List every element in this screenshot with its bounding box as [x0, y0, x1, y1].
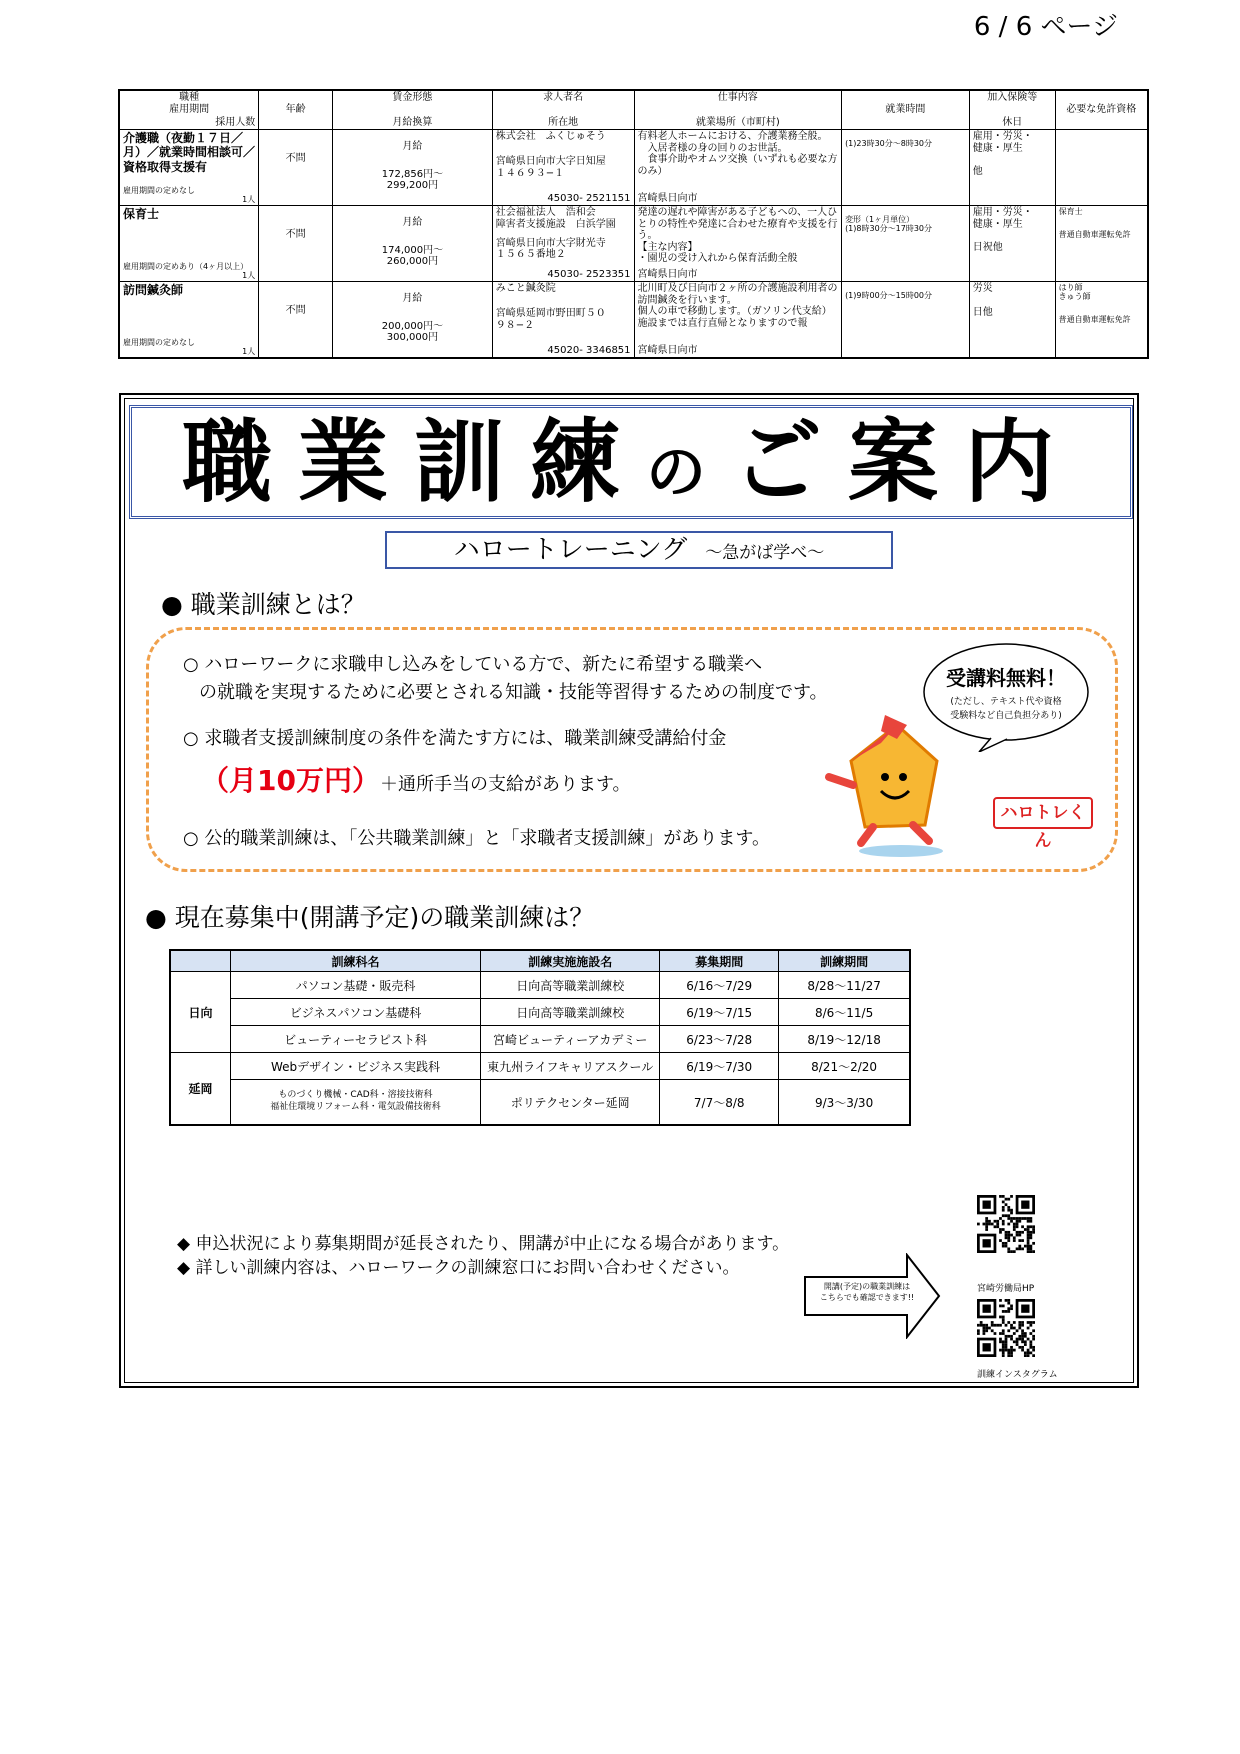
qr-code-instagram[interactable]	[977, 1299, 1035, 1357]
job-listing-table	[118, 89, 1149, 359]
job-phone: 45020- 3346851	[547, 344, 631, 356]
bubble-main-text: 受講料無料！	[946, 666, 1066, 690]
job-period: 雇用期間の定めなし	[123, 337, 195, 347]
job-wage: 200,000円～ 300,000円	[381, 320, 444, 343]
job-employer-cell	[492, 206, 634, 282]
course-facility: 東九州ライフキャリアスクール	[481, 1053, 660, 1080]
job-holiday: 日他	[972, 306, 993, 318]
table-header-row	[119, 90, 1148, 130]
course-header-facility: 訓練実施施設名	[481, 950, 660, 972]
header-job-type: 職種 雇用期間 採用人数	[119, 90, 259, 130]
section-current-courses: ● 現在募集中(開講予定)の職業訓練は？	[145, 903, 595, 932]
course-area-nobeoka: 延岡	[170, 1053, 230, 1126]
header-insurance: 加入保険等 休日	[969, 90, 1055, 130]
job-employer-cell	[492, 282, 634, 359]
job-content-cell	[634, 206, 842, 282]
job-company: 社会福祉法人 浩和会 障害者支援施設 白浜学園	[495, 207, 616, 230]
job-address: 宮崎県日向市大字日知屋 １４６９３−１	[495, 156, 606, 179]
course-header-area	[170, 950, 230, 972]
course-name: ビューティーセラピスト科	[230, 1026, 480, 1053]
job-title: 保育士	[123, 207, 160, 221]
course-name: Webデザイン・ビジネス実践科	[230, 1053, 480, 1080]
job-address: 宮崎県日向市大字財光寺 １５６５番地２	[495, 237, 606, 261]
course-header-period: 訓練期間	[779, 950, 910, 972]
job-insurance-cell	[969, 206, 1055, 282]
course-name: ものづくり機械・CAD科・溶接技術科 福祉住環境リフォーム科・電気設備技術科	[230, 1080, 480, 1126]
bubble-sub-text-1: (ただし、テキスト代や資格	[950, 697, 1062, 707]
qr-label-labour-bureau: 宮崎労働局HP	[977, 1284, 1035, 1294]
job-insurance: 雇用・労災・ 健康・厚生	[972, 207, 1033, 230]
job-title: 訪問鍼灸師	[123, 283, 184, 297]
job-license: はり師 きゅう師	[1058, 283, 1091, 302]
job-title-cell	[119, 206, 259, 282]
job-wage-cell	[333, 206, 493, 282]
course-row	[170, 972, 910, 999]
job-hours: 変形（1ヶ月単位） (1)8時30分～17時30分	[842, 206, 970, 282]
course-training-period: 8/21～2/20	[779, 1053, 910, 1080]
job-location: 宮崎県日向市	[637, 192, 698, 204]
course-facility: 宮崎ビューティーアカデミー	[481, 1026, 660, 1053]
course-row	[170, 1080, 910, 1126]
job-phone: 45030- 2521151	[547, 192, 631, 204]
page-number: 6 / 6 ページ	[973, 12, 1118, 42]
job-count: 1人	[242, 194, 256, 204]
job-count: 1人	[242, 346, 256, 356]
job-employer-cell	[492, 130, 634, 206]
course-facility: ポリテクセンター延岡	[481, 1080, 660, 1126]
course-training-period: 9/3～3/30	[779, 1080, 910, 1126]
flyer-title-banner	[129, 405, 1133, 519]
explanation-item-2: ○ 求職者支援訓練制度の条件を満たす方には、職業訓練受講給付金 （月10万円）＋通所手当の支給があります。	[183, 728, 727, 797]
job-title-cell	[119, 282, 259, 359]
course-recruit-period: 7/7～8/8	[660, 1080, 779, 1126]
job-insurance: 雇用・労災・ 健康・厚生	[972, 131, 1033, 154]
course-name: パソコン基礎・販売科	[230, 972, 480, 999]
mascot-illustration	[789, 703, 989, 863]
job-insurance-cell	[969, 282, 1055, 359]
course-facility: 日向高等職業訓練校	[481, 999, 660, 1026]
job-location: 宮崎県日向市	[637, 268, 698, 280]
course-table	[169, 949, 911, 1126]
job-content: 北川町及び日向市２ヶ所の介護施設利用者の訪問鍼灸を行います。 個人の車で移動します。（ガソリン代支給） 施設までは直行直帰となりますので報	[637, 283, 838, 329]
course-training-period: 8/6～11/5	[779, 999, 910, 1026]
job-row	[119, 206, 1148, 282]
note-inquiry: ◆ 詳しい訓練内容は、ハローワークの訓練窓口にお問い合わせください。	[177, 1258, 740, 1278]
job-age: 不問	[259, 206, 333, 282]
job-license-2	[1059, 131, 1144, 145]
course-header-recruit: 募集期間	[660, 950, 779, 972]
job-title: 介護職（夜勤１７日／月）／就業時間相談可／資格取得支援有	[123, 131, 256, 174]
training-flyer	[119, 393, 1139, 1388]
course-header-name: 訓練科名	[230, 950, 480, 972]
course-facility: 日向高等職業訓練校	[481, 972, 660, 999]
job-location: 宮崎県日向市	[637, 344, 698, 356]
job-holiday: 他	[972, 166, 983, 177]
explanation-item-3: ○ 公的職業訓練は、「公共職業訓練」と「求職者支援訓練」があります。	[183, 828, 770, 849]
job-company: 株式会社 ふくじゅそう	[495, 131, 606, 142]
course-recruit-period: 6/23～7/28	[660, 1026, 779, 1053]
job-age: 不問	[259, 130, 333, 206]
job-age: 不問	[259, 282, 333, 359]
job-wage-type: 月給	[402, 217, 423, 228]
job-period: 雇用期間の定めなし	[123, 185, 195, 195]
course-row	[170, 1053, 910, 1080]
header-hours: 就業時間	[842, 90, 970, 130]
qr-code-labour-bureau[interactable]	[977, 1195, 1035, 1253]
course-header-row	[170, 950, 910, 972]
course-row	[170, 1026, 910, 1053]
hello-training-subtitle	[385, 531, 893, 569]
hello-training-kun-logo: ハロトレくん	[993, 797, 1093, 829]
job-row	[119, 282, 1148, 359]
job-wage-cell	[333, 130, 493, 206]
course-training-period: 8/19～12/18	[779, 1026, 910, 1053]
header-job-content: 仕事内容 就業場所（市町村)	[634, 90, 842, 130]
job-license-cell	[1055, 206, 1148, 282]
course-name: ビジネスパソコン基礎科	[230, 999, 480, 1026]
bubble-sub-text-2: 受験料など自己負担分あり)	[950, 711, 1062, 721]
subtitle-text: ハロートレーニング	[453, 535, 688, 565]
job-content: 有料老人ホームにおける、介護業務全般。 入居者様の身の回りのお世話。 食事介助やオムツ交換（いずれも必要な方のみ）	[637, 131, 838, 177]
job-period: 雇用期間の定めあり（4ヶ月以上）	[123, 261, 249, 271]
job-content-cell	[634, 282, 842, 359]
job-hours: (1)23時30分～8時30分	[842, 130, 970, 206]
subtitle-tagline: ～急がば学べ～	[705, 543, 825, 563]
job-wage-type: 月給	[402, 293, 423, 304]
job-wage: 172,856円～ 299,200円	[381, 168, 444, 191]
job-content-cell	[634, 130, 842, 206]
job-license: 保育士	[1058, 207, 1083, 216]
arrow-callout-text: 開講(予定)の職業訓練は こちらでも確認できます!!	[819, 1282, 915, 1303]
course-recruit-period: 6/19～7/30	[660, 1053, 779, 1080]
job-license-cell	[1055, 130, 1148, 206]
job-wage: 174,000円～ 260,000円	[381, 244, 444, 267]
job-address: 宮崎県延岡市野田町５０ ９８−２	[495, 308, 606, 331]
allowance-amount: （月10万円）	[201, 763, 380, 797]
course-area-hyuga: 日向	[170, 972, 230, 1053]
job-insurance-cell	[969, 130, 1055, 206]
job-count: 1人	[242, 270, 256, 280]
header-employer: 求人者名 所在地	[492, 90, 634, 130]
note-extension: ◆ 申込状況により募集期間が延長されたり、開講が中止になる場合があります。	[177, 1234, 790, 1254]
flyer-title: 職業訓練のご案内	[182, 410, 1080, 515]
course-training-period: 8/28～11/27	[779, 972, 910, 999]
course-row	[170, 999, 910, 1026]
header-age: 年齢	[259, 90, 333, 130]
job-phone: 45030- 2523351	[547, 268, 631, 280]
qr-label-instagram: 訓練インスタグラム	[977, 1370, 1058, 1380]
job-insurance: 労災	[972, 283, 993, 294]
job-license-2: 普通自動車運転免許	[1058, 230, 1131, 240]
header-license: 必要な免許資格	[1055, 90, 1148, 130]
job-wage-cell	[333, 282, 493, 359]
job-company: みこと鍼灸院	[495, 283, 556, 294]
explanation-item-1: ○ ハローワークに求職申し込みをしている方で、新たに希望する職業へ の就職を実現するために必要とされる知識・技能等習得するための制度です。	[183, 654, 828, 703]
course-recruit-period: 6/19～7/15	[660, 999, 779, 1026]
job-wage-type: 月給	[402, 141, 423, 152]
job-hours: (1)9時00分～15時00分	[842, 282, 970, 359]
job-holiday: 日祝他	[972, 242, 1003, 253]
job-license-2: 普通自動車運転免許	[1058, 315, 1131, 325]
course-recruit-period: 6/16～7/29	[660, 972, 779, 999]
section-what-is-training: ● 職業訓練とは？	[161, 590, 366, 619]
job-content: 発達の遅れや障害がある子どもへの、一人ひとりの特性や発達に合わせた療育や支援を行う。 【主な内容】 ・園児の受け入れから保育活動全般	[637, 207, 838, 264]
job-row	[119, 130, 1148, 206]
job-title-cell	[119, 130, 259, 206]
header-wage: 賃金形態 月給換算	[333, 90, 493, 130]
job-license-cell	[1055, 282, 1148, 359]
